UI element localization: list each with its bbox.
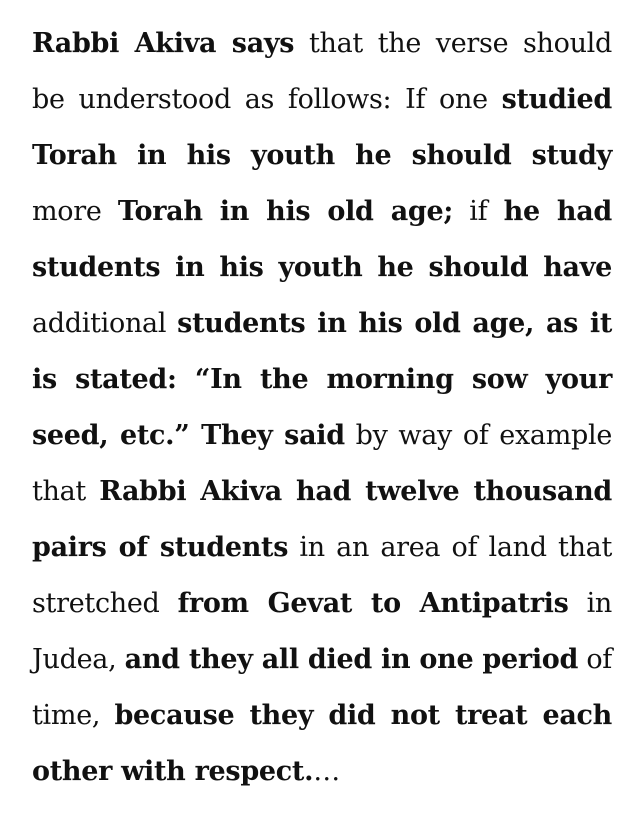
text-segment: that the verse should be understood as follows: If one [32,28,613,115]
text-segment: studied Torah in his youth he should study [32,84,612,171]
text-segment: Rabbi Akiva says [32,28,295,59]
text-segment: of time, [32,644,612,731]
text-segment: in an area of land that stretched [32,532,612,619]
text-segment: he had students in his youth he should have [32,196,613,283]
text-segment: because they did not treat each other with respect. [32,700,612,787]
passage-text [32,16,612,800]
text-segment: by way of example that [32,420,612,507]
text-segment: in Judea, [32,588,612,675]
text-segment: from Gevat to Antipatris [177,588,569,619]
text-segment: more [32,196,118,227]
text-segment: Rabbi Akiva had twelve thousand pairs of students [32,476,612,563]
text-segment: … [313,756,340,787]
text-segment: if [453,196,504,227]
text-segment: additional [32,308,178,339]
text-segment: and they all died in one period [124,644,579,675]
text-segment: Torah in his old age; [117,196,454,227]
text-segment: students in his old age, as it is stated: “In the morning sow your seed, etc.” They said [32,308,613,451]
